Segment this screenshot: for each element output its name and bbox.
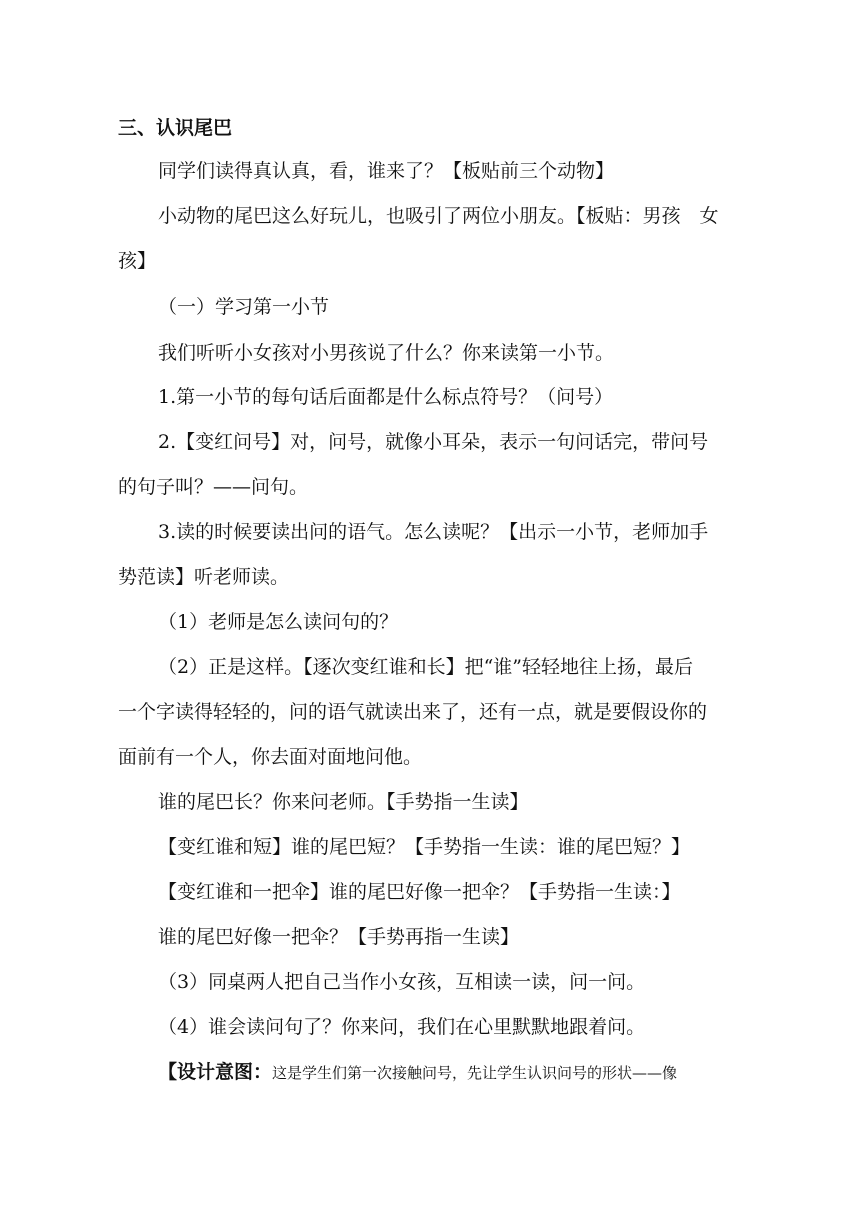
paragraph-line: 1.第一小节的每句话后面都是什么标点符号？（问号） xyxy=(158,386,614,408)
paragraph-line: 的句子叫？——问句。 xyxy=(118,476,309,498)
paragraph-line: （3）同桌两人把自己当作小女孩，互相读一读，问一问。 xyxy=(158,971,646,993)
paragraph-line: 3.读的时候要读出问的语气。怎么读呢？【出示一小节，老师加手 xyxy=(158,521,709,543)
section-title: 三、认识尾巴 xyxy=(118,117,233,139)
paragraph-line: 2.【变红问号】对，问号，就像小耳朵，表示一句问话完，带问号 xyxy=(158,431,709,453)
paragraph-line: 势范读】听老师读。 xyxy=(118,566,290,588)
paragraph-line: 一个字读得轻轻的，问的语气就读出来了，还有一点，就是要假设你的 xyxy=(118,701,708,723)
design-intent-text: 这是学生们第一次接触问号，先让学生认识问号的形状——像 xyxy=(272,1064,678,1082)
paragraph-line: （2）正是这样。【逐次变红谁和长】把“谁”轻轻地往上扬，最后 xyxy=(158,656,694,678)
paragraph-line: 【变红谁和短】谁的尾巴短？【手势指一生读：谁的尾巴短？】 xyxy=(158,836,691,858)
design-intent-label: 【设计意图： xyxy=(158,1061,273,1083)
subsection-title: （一）学习第一小节 xyxy=(158,296,330,318)
paragraph-line: 我们听听小女孩对小男孩说了什么？你来读第一小节。 xyxy=(158,342,615,364)
paragraph-line: 小动物的尾巴这么好玩儿，也吸引了两位小朋友。【板贴：男孩 女 xyxy=(158,205,719,227)
design-intent-line xyxy=(158,1058,677,1087)
paragraph-line: （4）谁会读问句了？你来问，我们在心里默默地跟着问。 xyxy=(158,1016,646,1038)
paragraph-line: 面前有一个人，你去面对面地问他。 xyxy=(118,746,423,768)
paragraph-line: 孩】 xyxy=(118,250,157,272)
paragraph-line: 【变红谁和一把伞】谁的尾巴好像一把伞？【手势指一生读：】 xyxy=(158,881,681,903)
paragraph-line: 同学们读得真认真，看，谁来了？【板贴前三个动物】 xyxy=(158,160,615,182)
paragraph-line: 谁的尾巴好像一把伞？【手势再指一生读】 xyxy=(158,926,520,948)
paragraph-line: （1）老师是怎么读问句的？ xyxy=(158,611,399,633)
paragraph-line: 谁的尾巴长？你来问老师。【手势指一生读】 xyxy=(158,791,529,813)
